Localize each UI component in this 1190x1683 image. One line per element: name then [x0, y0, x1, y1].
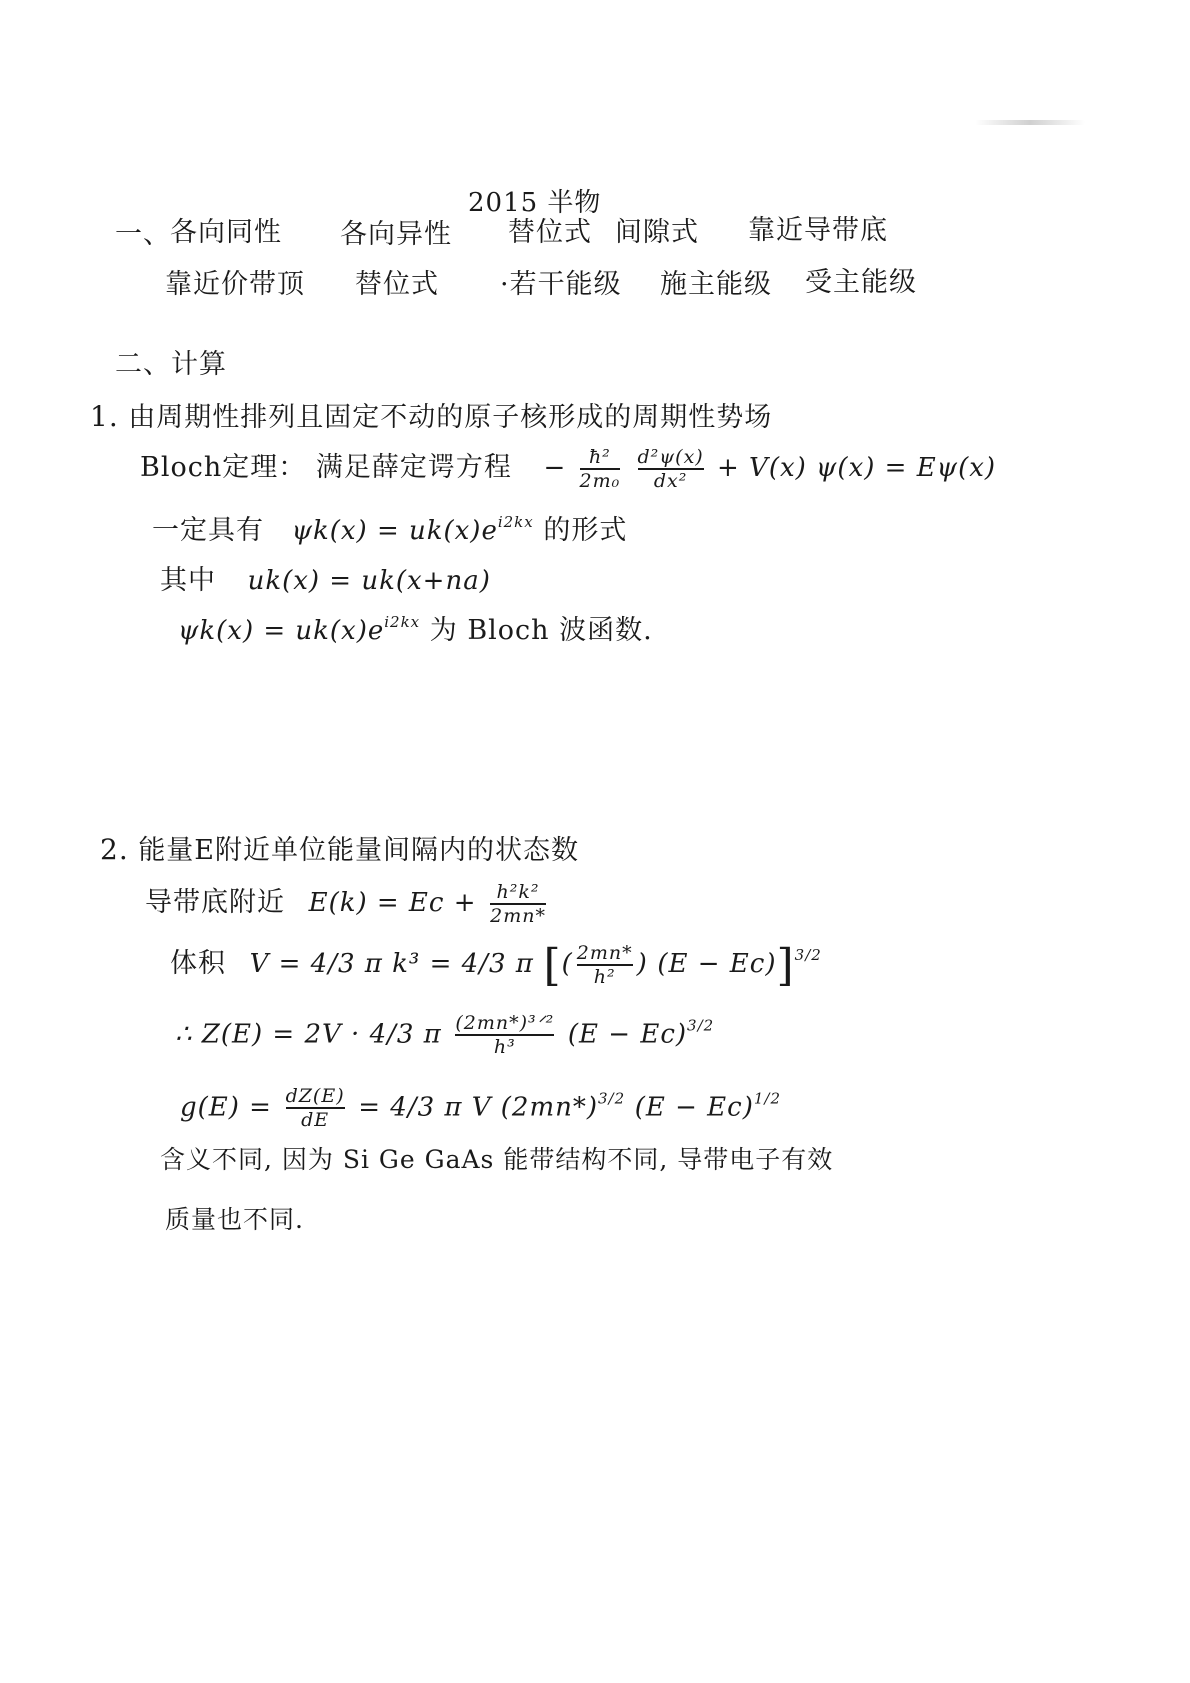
q2-line2-den: 2mn* — [490, 904, 546, 927]
q2-text: 能量E附近单位能量间隔内的状态数 — [138, 835, 580, 866]
hbar-den: 2m₀ — [579, 470, 621, 492]
q2-line4-exp: 3/2 — [687, 1016, 715, 1035]
q2-line4-eq: ∴ Z(E) = 2V · 4/3 π — [175, 1019, 442, 1050]
section1-number: 一、 — [115, 219, 171, 250]
q1-line1 — [90, 395, 772, 434]
q1-bloch-line — [140, 445, 996, 492]
q2-line4-den: h³ — [493, 1036, 516, 1058]
q1-line5-eq: ψk(x) = uk(x)e — [178, 616, 385, 646]
q2-line3-exp: 3/2 — [794, 946, 822, 964]
term-2-1: 靠近价带顶 — [165, 269, 305, 300]
q2-line2-eq: E(k) = Ec + — [308, 888, 477, 918]
eq-minus: − — [543, 453, 567, 483]
q2-line3-fraction — [577, 942, 633, 988]
q2-line4-fraction — [455, 1012, 554, 1058]
q2-line5-tail: (E − Ec) — [634, 1092, 754, 1123]
q2-line2-fraction — [490, 881, 546, 927]
term-2-3: ·若干能级 — [500, 269, 622, 300]
q2-line5-exp1: 3/2 — [598, 1089, 626, 1108]
q2-line5-rest: = 4/3 π V (2mn*) — [358, 1092, 598, 1123]
term-1-5: 靠近导带底 — [748, 215, 888, 246]
q2-line4-tail: (E − Ec) — [567, 1019, 688, 1050]
q2-line5 — [180, 1085, 781, 1131]
q2-line5-exp2: 1/2 — [753, 1089, 781, 1108]
q1-line4 — [160, 558, 491, 597]
term-1-3: 替位式 — [508, 217, 592, 248]
q1-line5 — [178, 608, 653, 647]
schrodinger-equation — [543, 446, 997, 492]
bloch-text: 满足薛定谔方程 — [315, 452, 512, 483]
q1-line3 — [152, 508, 627, 547]
hbar-fraction — [580, 446, 621, 492]
eq-rest: + V(x) ψ(x) = Eψ(x) — [717, 453, 997, 483]
q2-line4 — [175, 1012, 714, 1058]
deriv-num: d²ψ(x) — [637, 446, 704, 468]
q2-line2-label: 导带底附近 — [145, 887, 285, 918]
scan-smudge — [975, 120, 1085, 125]
q2-line2-num: h²k² — [496, 880, 540, 903]
q2-line5-num: dZ(E) — [285, 1085, 345, 1107]
q2-line5-fraction — [286, 1085, 345, 1131]
q1-line5-tail: 为 Bloch 波函数. — [429, 615, 653, 646]
q2-line1 — [100, 828, 579, 867]
derivative-fraction — [638, 446, 704, 492]
term-1-1: 各向同性 — [170, 217, 282, 248]
q2-line6: 含义不同, 因为 Si Ge GaAs 能带结构不同, 导带电子有效 — [160, 1145, 834, 1174]
term-2-5: 受主能级 — [805, 267, 917, 298]
q2-line4-num: (2mn*)³ᐟ² — [455, 1012, 555, 1034]
q2-line3-den: h² — [593, 965, 616, 988]
q1-line3-exp: i2kx — [497, 513, 534, 531]
q1-line3-eq: ψk(x) = uk(x)e — [291, 516, 498, 546]
q1-line4-label: 其中 — [160, 565, 216, 596]
hbar-num: ħ² — [588, 446, 611, 468]
bloch-label: Bloch定理： — [140, 452, 307, 483]
q2-line3-eq: V = 4/3 π k³ = 4/3 π — [249, 949, 534, 979]
q2-line3-label: 体积 — [170, 948, 226, 979]
term-2-2: 替位式 — [355, 269, 439, 300]
q2-line3-tail: (E − Ec) — [657, 949, 777, 979]
section2-heading: 二、计算 — [115, 349, 227, 380]
q1-line4-eq: uk(x) = uk(x+na) — [247, 566, 491, 596]
q2-line7: 质量也不同. — [165, 1205, 304, 1234]
q2-line5-den: dE — [301, 1109, 330, 1131]
term-2-4: 施主能级 — [660, 269, 772, 300]
term-1-2: 各向异性 — [340, 219, 452, 250]
q1-number: 1. — [90, 400, 119, 433]
q2-number: 2. — [100, 833, 129, 866]
q1-text: 由周期性排列且固定不动的原子核形成的周期性势场 — [128, 402, 773, 433]
q1-line3-tail: 的形式 — [543, 515, 628, 546]
deriv-den: dx² — [653, 470, 688, 492]
q2-line3-num: 2mn* — [576, 941, 633, 964]
q2-line5-eq: g(E) = — [180, 1092, 272, 1123]
term-1-4: 间隙式 — [615, 217, 699, 248]
page-title: 2015 半物 — [468, 188, 602, 218]
q1-line5-exp: i2kx — [384, 613, 421, 631]
q1-line3-label: 一定具有 — [152, 515, 264, 546]
q2-line2 — [145, 880, 550, 927]
q2-line3: 体积 V = 4/3 π k³ = 4/3 π [( $\frac{2mn*}{\text{h²}}$ ) (E − Ec)]$^{3/2}$ — [170, 940, 822, 991]
